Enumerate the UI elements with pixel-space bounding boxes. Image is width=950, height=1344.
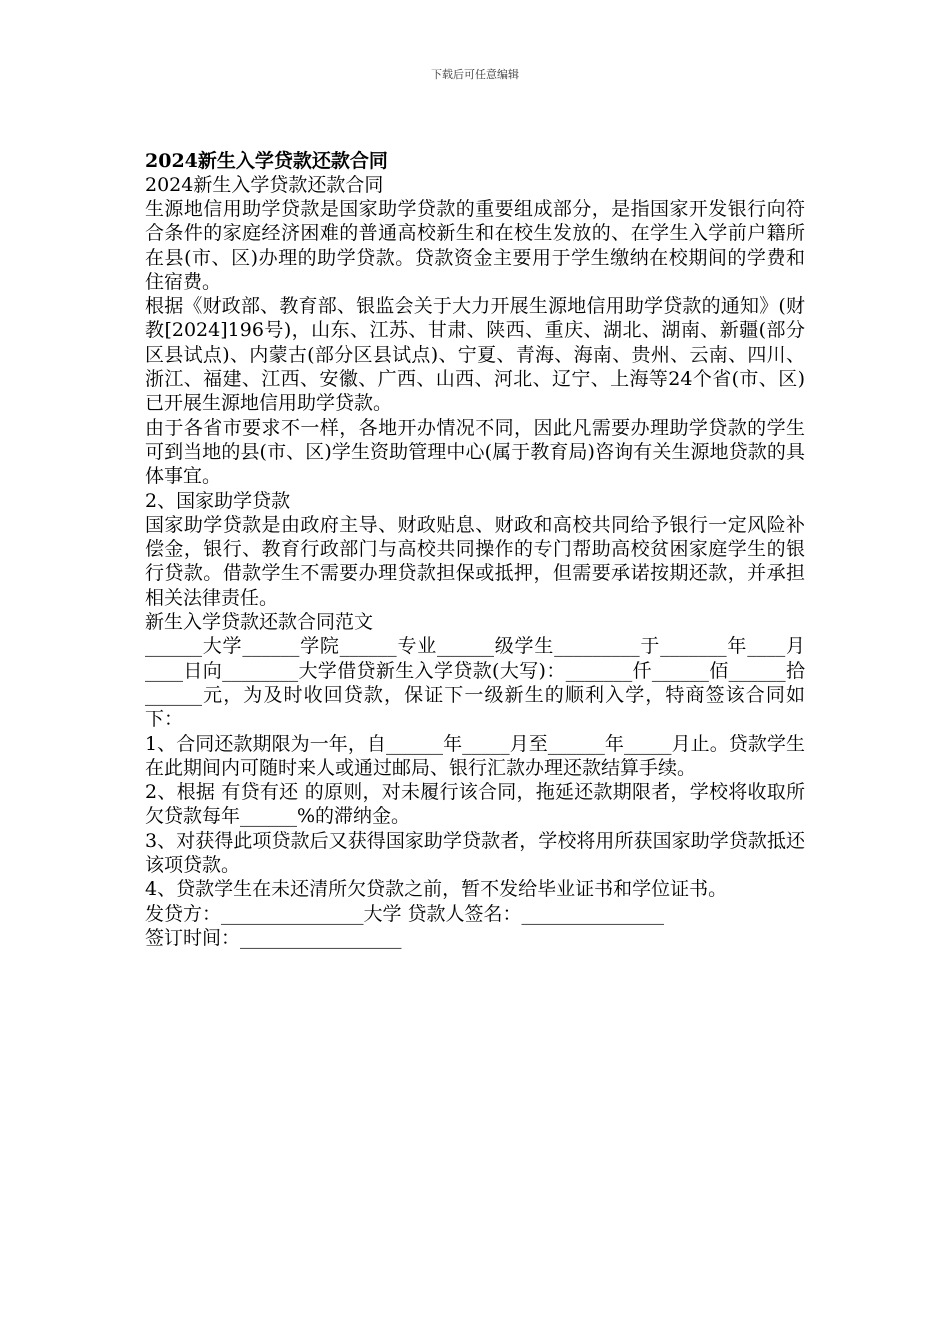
contract-clause: 2、根据 有贷有还 的原则，对未履行该合同，拖延还款期限者，学校将收取所欠贷款每年______%的滞纳金。 (145, 781, 805, 828)
paragraph: 由于各省市要求不一样，各地开办情况不同，因此凡需要办理助学贷款的学生可到当地的县(市、区)学生资助管理中心(属于教育局)咨询有关生源地贷款的具体事宜。 (145, 416, 805, 488)
document-subtitle: 2024新生入学贷款还款合同 (145, 174, 384, 196)
contract-clause: 1、合同还款期限为一年，自______年_____月至______年_____月止。贷款学生在此期间内可随时来人或通过邮局、银行汇款办理还款结算手续。 (145, 732, 805, 779)
signature-line: 发贷方：_______________大学 贷款人签名：_______________ (145, 902, 665, 925)
paragraph: 根据《财政部、教育部、银监会关于大力开展生源地信用助学贷款的通知》(财教[2024]196号)，山东、江苏、甘肃、陕西、重庆、湖北、湖南、新疆(部分区县试点)、内蒙古(部分区县试点)、宁夏、青海、海南、贵州、云南、四川、浙江、福建、江西、安徽、广西、山西、河北、辽宁、上海等24个省(市、区)已开展生源地信用助学贷款。 (145, 295, 805, 415)
page-header: 下载后可任意编辑 (431, 68, 519, 81)
contract-intro: ______大学______学院______专业______级学生_________于_______年____月____日向________大学借贷新生入学贷款(大写)：_______仟______佰______拾______元，为及时收回贷款，保证下一级新生的顺利入学，特商签该合同如下： (145, 635, 805, 731)
section-heading: 2、国家助学贷款 (145, 489, 291, 512)
document-title: 2024新生入学贷款还款合同 (145, 150, 388, 172)
document-body (145, 149, 805, 950)
contract-clause: 3、对获得此项贷款后又获得国家助学贷款者，学校将用所获国家助学贷款抵还该项贷款。 (145, 829, 805, 877)
section-heading: 新生入学贷款还款合同范文 (145, 611, 374, 634)
paragraph: 生源地信用助学贷款是国家助学贷款的重要组成部分，是指国家开发银行向符合条件的家庭经济困难的普通高校新生和在校生发放的、在学生入学前户籍所在县(市、区)办理的助学贷款。贷款资金主要用于学生缴纳在校期间的学费和住宿费。 (145, 198, 805, 293)
contract-clause: 4、贷款学生在未还清所欠贷款之前，暂不发给毕业证书和学位证书。 (145, 878, 728, 901)
date-line: 签订时间：_________________ (145, 926, 402, 949)
paragraph: 国家助学贷款是由政府主导、财政贴息、财政和高校共同给予银行一定风险补偿金，银行、教育行政部门与高校共同操作的专门帮助高校贫困家庭学生的银行贷款。借款学生不需要办理贷款担保或抵押，但需要承诺按期还款，并承担相关法律责任。 (145, 513, 805, 609)
